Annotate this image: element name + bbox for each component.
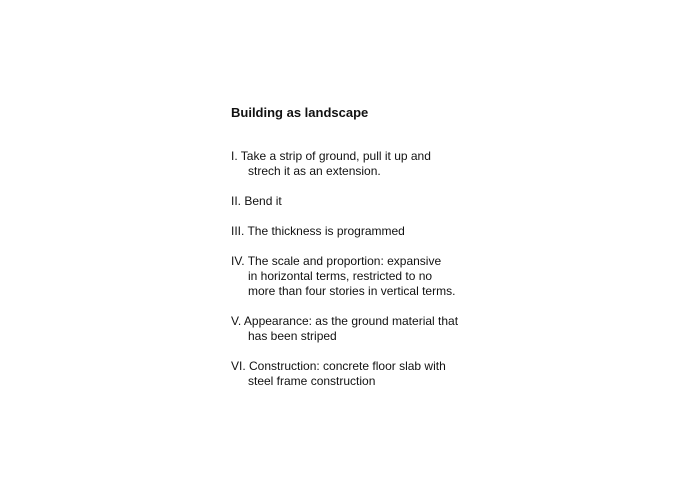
item-line: has been striped <box>248 329 337 343</box>
item-line: I. Take a strip of ground, pull it up and <box>231 149 431 163</box>
item-line: strech it as an extension. <box>248 164 381 178</box>
document <box>231 104 531 404</box>
list-item <box>231 149 531 179</box>
list-item <box>231 194 531 209</box>
item-line: steel frame construction <box>248 374 376 388</box>
item-line: IV. The scale and proportion: expansive <box>231 254 442 268</box>
principles-list <box>231 149 531 389</box>
item-line: II. Bend it <box>231 194 282 208</box>
item-line: VI. Construction: concrete floor slab with <box>231 359 446 373</box>
list-item <box>231 254 531 299</box>
document-title: Building as landscape <box>231 105 369 120</box>
item-line: V. Appearance: as the ground material that <box>231 314 459 328</box>
list-item <box>231 314 531 344</box>
list-item <box>231 359 531 389</box>
item-line: more than four stories in vertical terms. <box>248 284 456 298</box>
item-line: III. The thickness is programmed <box>231 224 405 238</box>
item-line: in horizontal terms, restricted to no <box>248 269 433 283</box>
list-item <box>231 224 531 239</box>
